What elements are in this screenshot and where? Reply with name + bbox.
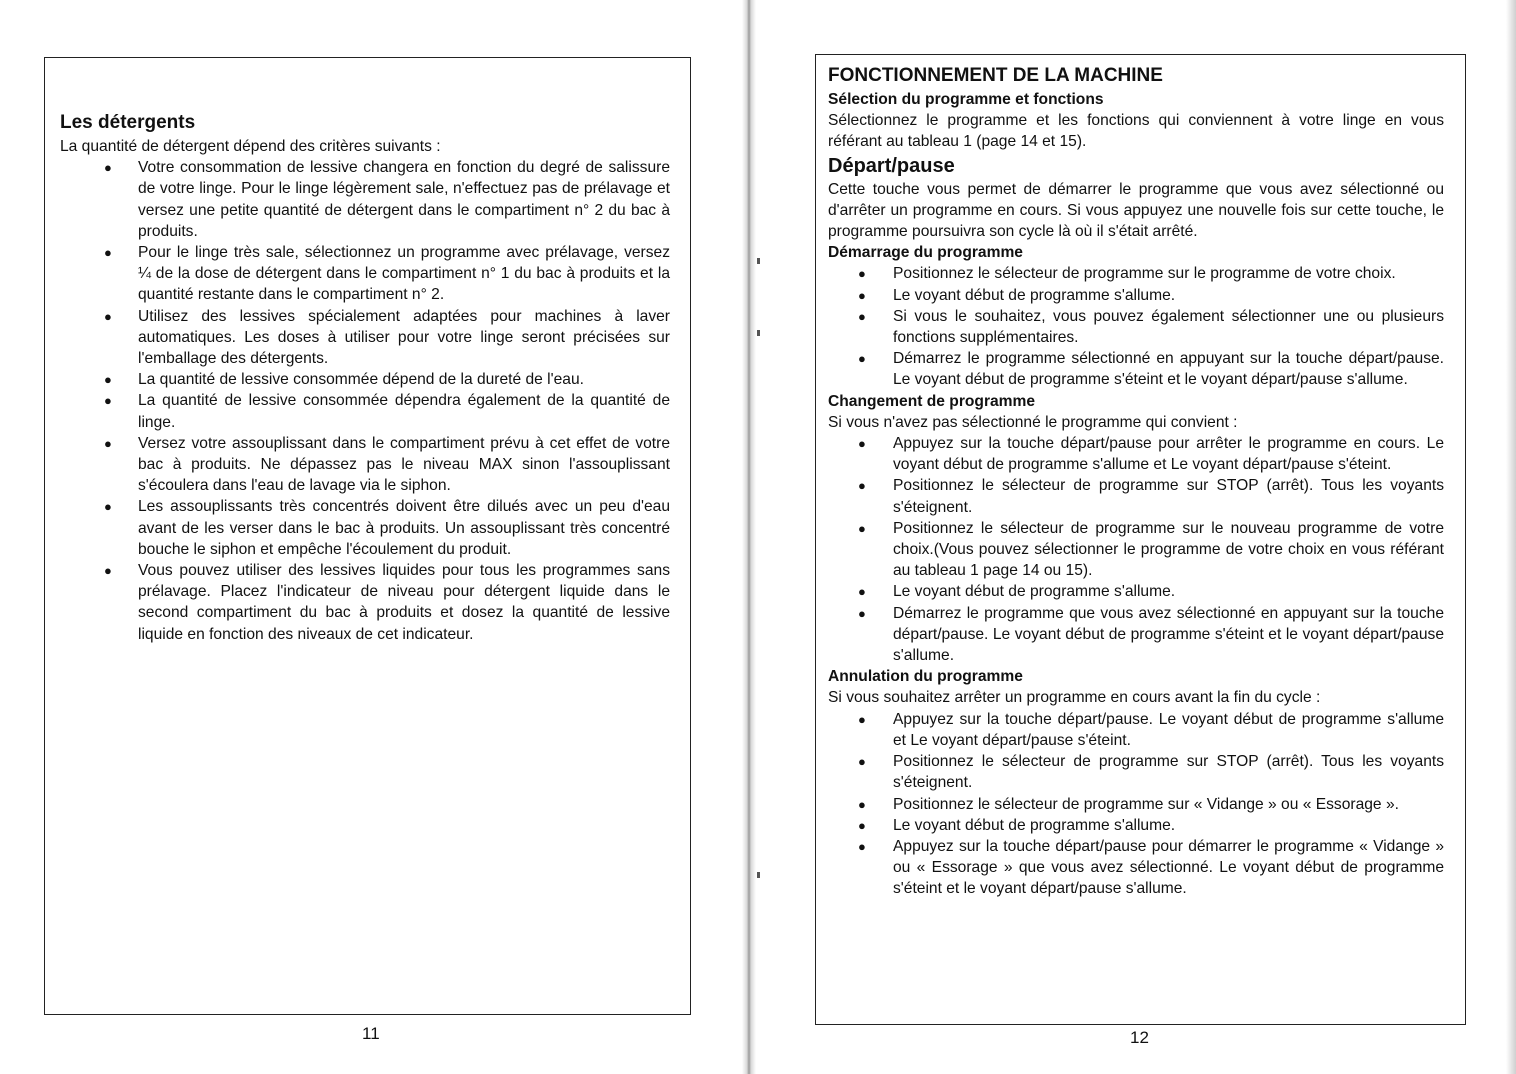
bullet-icon: ● xyxy=(104,435,112,451)
bullet-icon: ● xyxy=(858,754,866,770)
list-item: ● Positionnez le sélecteur de programme sur le nouveau programme de votre choix.(Vous pouvez sélectionner le programme de votre choix en vous référant au tableau 1 page 14 ou 15). xyxy=(858,519,1444,580)
bullet-icon: ● xyxy=(858,308,866,324)
changement-list xyxy=(828,433,1444,666)
page-number: 12 xyxy=(1130,1028,1149,1047)
annulation-heading: Annulation du programme xyxy=(828,668,1023,686)
list-item: ● Démarrez le programme sélectionné en appuyant sur la touche départ/pause. Le voyant début de programme s'éteint et le voyant départ/pause s'allume. xyxy=(858,350,1444,389)
page-edge xyxy=(1506,0,1516,1074)
depart-heading: Départ/pause xyxy=(828,154,955,177)
selection-text: Sélectionnez le programme et les fonctions qui conviennent à votre linge en vous référant au tableau 1 (page 14 et 15). xyxy=(828,112,1444,151)
bullet-icon: ● xyxy=(104,245,112,261)
list-item: ● Versez votre assouplissant dans le compartiment prévu à cet effet de votre bac à produits. Ne dépassez pas le niveau MAX sinon l'assouplissant s'écoulera dans l'eau de lavage via le siphon. xyxy=(104,434,670,495)
bullet-icon: ● xyxy=(858,287,866,303)
bullet-icon: ● xyxy=(104,308,112,324)
list-item: ● Vous pouvez utiliser des lessives liquides pour tous les programmes sans prélavage. Placez l'indicateur de niveau pour détergent liquide dans le second compartiment du bac à produits et dosez la quantité de lessive liquide en fonction des niveaux de cet indicateur. xyxy=(104,562,670,643)
page-number: 11 xyxy=(362,1024,380,1043)
scan-speck xyxy=(757,872,760,878)
bullet-icon: ● xyxy=(858,605,866,621)
demarrage-heading: Démarrage du programme xyxy=(828,244,1023,262)
list-item: ● Positionnez le sélecteur de programme sur STOP (arrêt). Tous les voyants s'éteignent. xyxy=(858,753,1444,792)
list-item: ● Pour le linge très sale, sélectionnez un programme avec prélavage, versez ¼ de la dose de détergent dans le compartiment n° 1 du bac à produits et la quantité restante dans le compartiment n° 2. xyxy=(104,244,670,304)
bullet-icon: ● xyxy=(104,563,112,579)
machine-title: FONCTIONNEMENT DE LA MACHINE xyxy=(828,65,1163,86)
list-item: ● Si vous le souhaitez, vous pouvez également sélectionner une ou plusieurs fonctions supplémentaires. xyxy=(858,307,1444,347)
list-item: ● Appuyez sur la touche départ/pause pour arrêter le programme en cours. Le voyant début de programme s'allume et Le voyant départ/pause s'éteint. xyxy=(858,435,1444,474)
bullet-icon: ● xyxy=(104,160,112,176)
changement-heading: Changement de programme xyxy=(828,392,1036,410)
bullet-icon: ● xyxy=(858,520,866,536)
annulation-list xyxy=(828,709,1444,900)
book-gutter xyxy=(742,0,756,1074)
demarrage-list xyxy=(828,263,1444,390)
bullet-icon: ● xyxy=(104,372,112,388)
scan-speck xyxy=(757,258,760,264)
detergents-list xyxy=(60,157,670,645)
list-item: ● Les assouplissants très concentrés doivent être dilués avec un peu d'eau avant de les verser dans le bac à produits. Un assouplissant très concentré bouche le siphon et empêche l'écoulement du produit. xyxy=(104,498,670,558)
right-page-content xyxy=(828,63,1444,900)
list-item: ● Appuyez sur la touche départ/pause. Le voyant début de programme s'allume et Le voyant départ/pause s'éteint. xyxy=(858,710,1444,749)
list-item: ● Appuyez sur la touche départ/pause pour démarrer le programme « Vidange » ou « Essorage » que vous avez sélectionné. Le voyant début de programme s'éteint et le voyant départ/pause s'allume. xyxy=(858,837,1444,898)
changement-intro: Si vous n'avez pas sélectionné le programme qui convient : xyxy=(828,413,1238,431)
list-item: ● Le voyant début de programme s'allume. xyxy=(828,581,1444,602)
bullet-icon: ● xyxy=(858,436,866,452)
list-item: ● Votre consommation de lessive changera en fonction du degré de salissure de votre linge. Pour le linge légèrement sale, n'effectuez pas de prélavage et versez une petite quantité de détergent dans le compartiment n° 2 du bac à produits. xyxy=(104,159,670,240)
detergents-title: Les détergents xyxy=(60,112,196,133)
bullet-icon: ● xyxy=(858,817,866,833)
bullet-icon: ● xyxy=(858,711,866,727)
scan-speck xyxy=(757,330,760,336)
bullet-icon: ● xyxy=(858,584,866,600)
bullet-icon: ● xyxy=(858,351,866,367)
list-item: ● Démarrez le programme que vous avez sélectionné en appuyant sur la touche départ/pause. Le voyant début de programme s'éteint et le voyant départ/pause s'allume. xyxy=(858,604,1444,665)
bullet-icon: ● xyxy=(104,499,112,515)
selection-heading: Sélection du programme et fonctions xyxy=(828,91,1104,108)
left-page-content xyxy=(60,110,670,645)
bullet-icon: ● xyxy=(858,838,866,854)
annulation-intro: Si vous souhaitez arrêter un programme en cours avant la fin du cycle : xyxy=(828,689,1321,707)
bullet-icon: ● xyxy=(104,393,112,409)
list-item: ● Utilisez des lessives spécialement adaptées pour machines à laver automatiques. Les doses à utiliser pour votre linge seront précisées sur l'emballage des détergents. xyxy=(104,307,670,368)
list-item: ● Positionnez le sélecteur de programme sur STOP (arrêt). Tous les voyants s'éteignent. xyxy=(858,477,1444,516)
detergents-intro: La quantité de détergent dépend des critères suivants : xyxy=(60,138,441,155)
list-item: ● La quantité de lessive consommée dépend de la dureté de l'eau. xyxy=(60,369,670,390)
list-item: ● La quantité de lessive consommée dépendra également de la quantité de linge. xyxy=(104,392,670,431)
depart-text: Cette touche vous permet de démarrer le programme que vous avez sélectionné ou d'arrêter un programme en cours. Si vous appuyez une nouvelle fois sur cette touche, le programme poursuivra son cycle là où il s'était arrêté. xyxy=(828,180,1444,241)
bullet-icon: ● xyxy=(858,796,866,812)
bullet-icon: ● xyxy=(858,478,866,494)
list-item: ● Le voyant début de programme s'allume. xyxy=(828,285,1444,306)
bullet-icon: ● xyxy=(858,266,866,282)
list-item: ● Positionnez le sélecteur de programme sur le programme de votre choix. xyxy=(828,263,1444,284)
list-item: ● Positionnez le sélecteur de programme sur « Vidange » ou « Essorage ». xyxy=(828,794,1444,815)
list-item: ● Le voyant début de programme s'allume. xyxy=(828,815,1444,836)
